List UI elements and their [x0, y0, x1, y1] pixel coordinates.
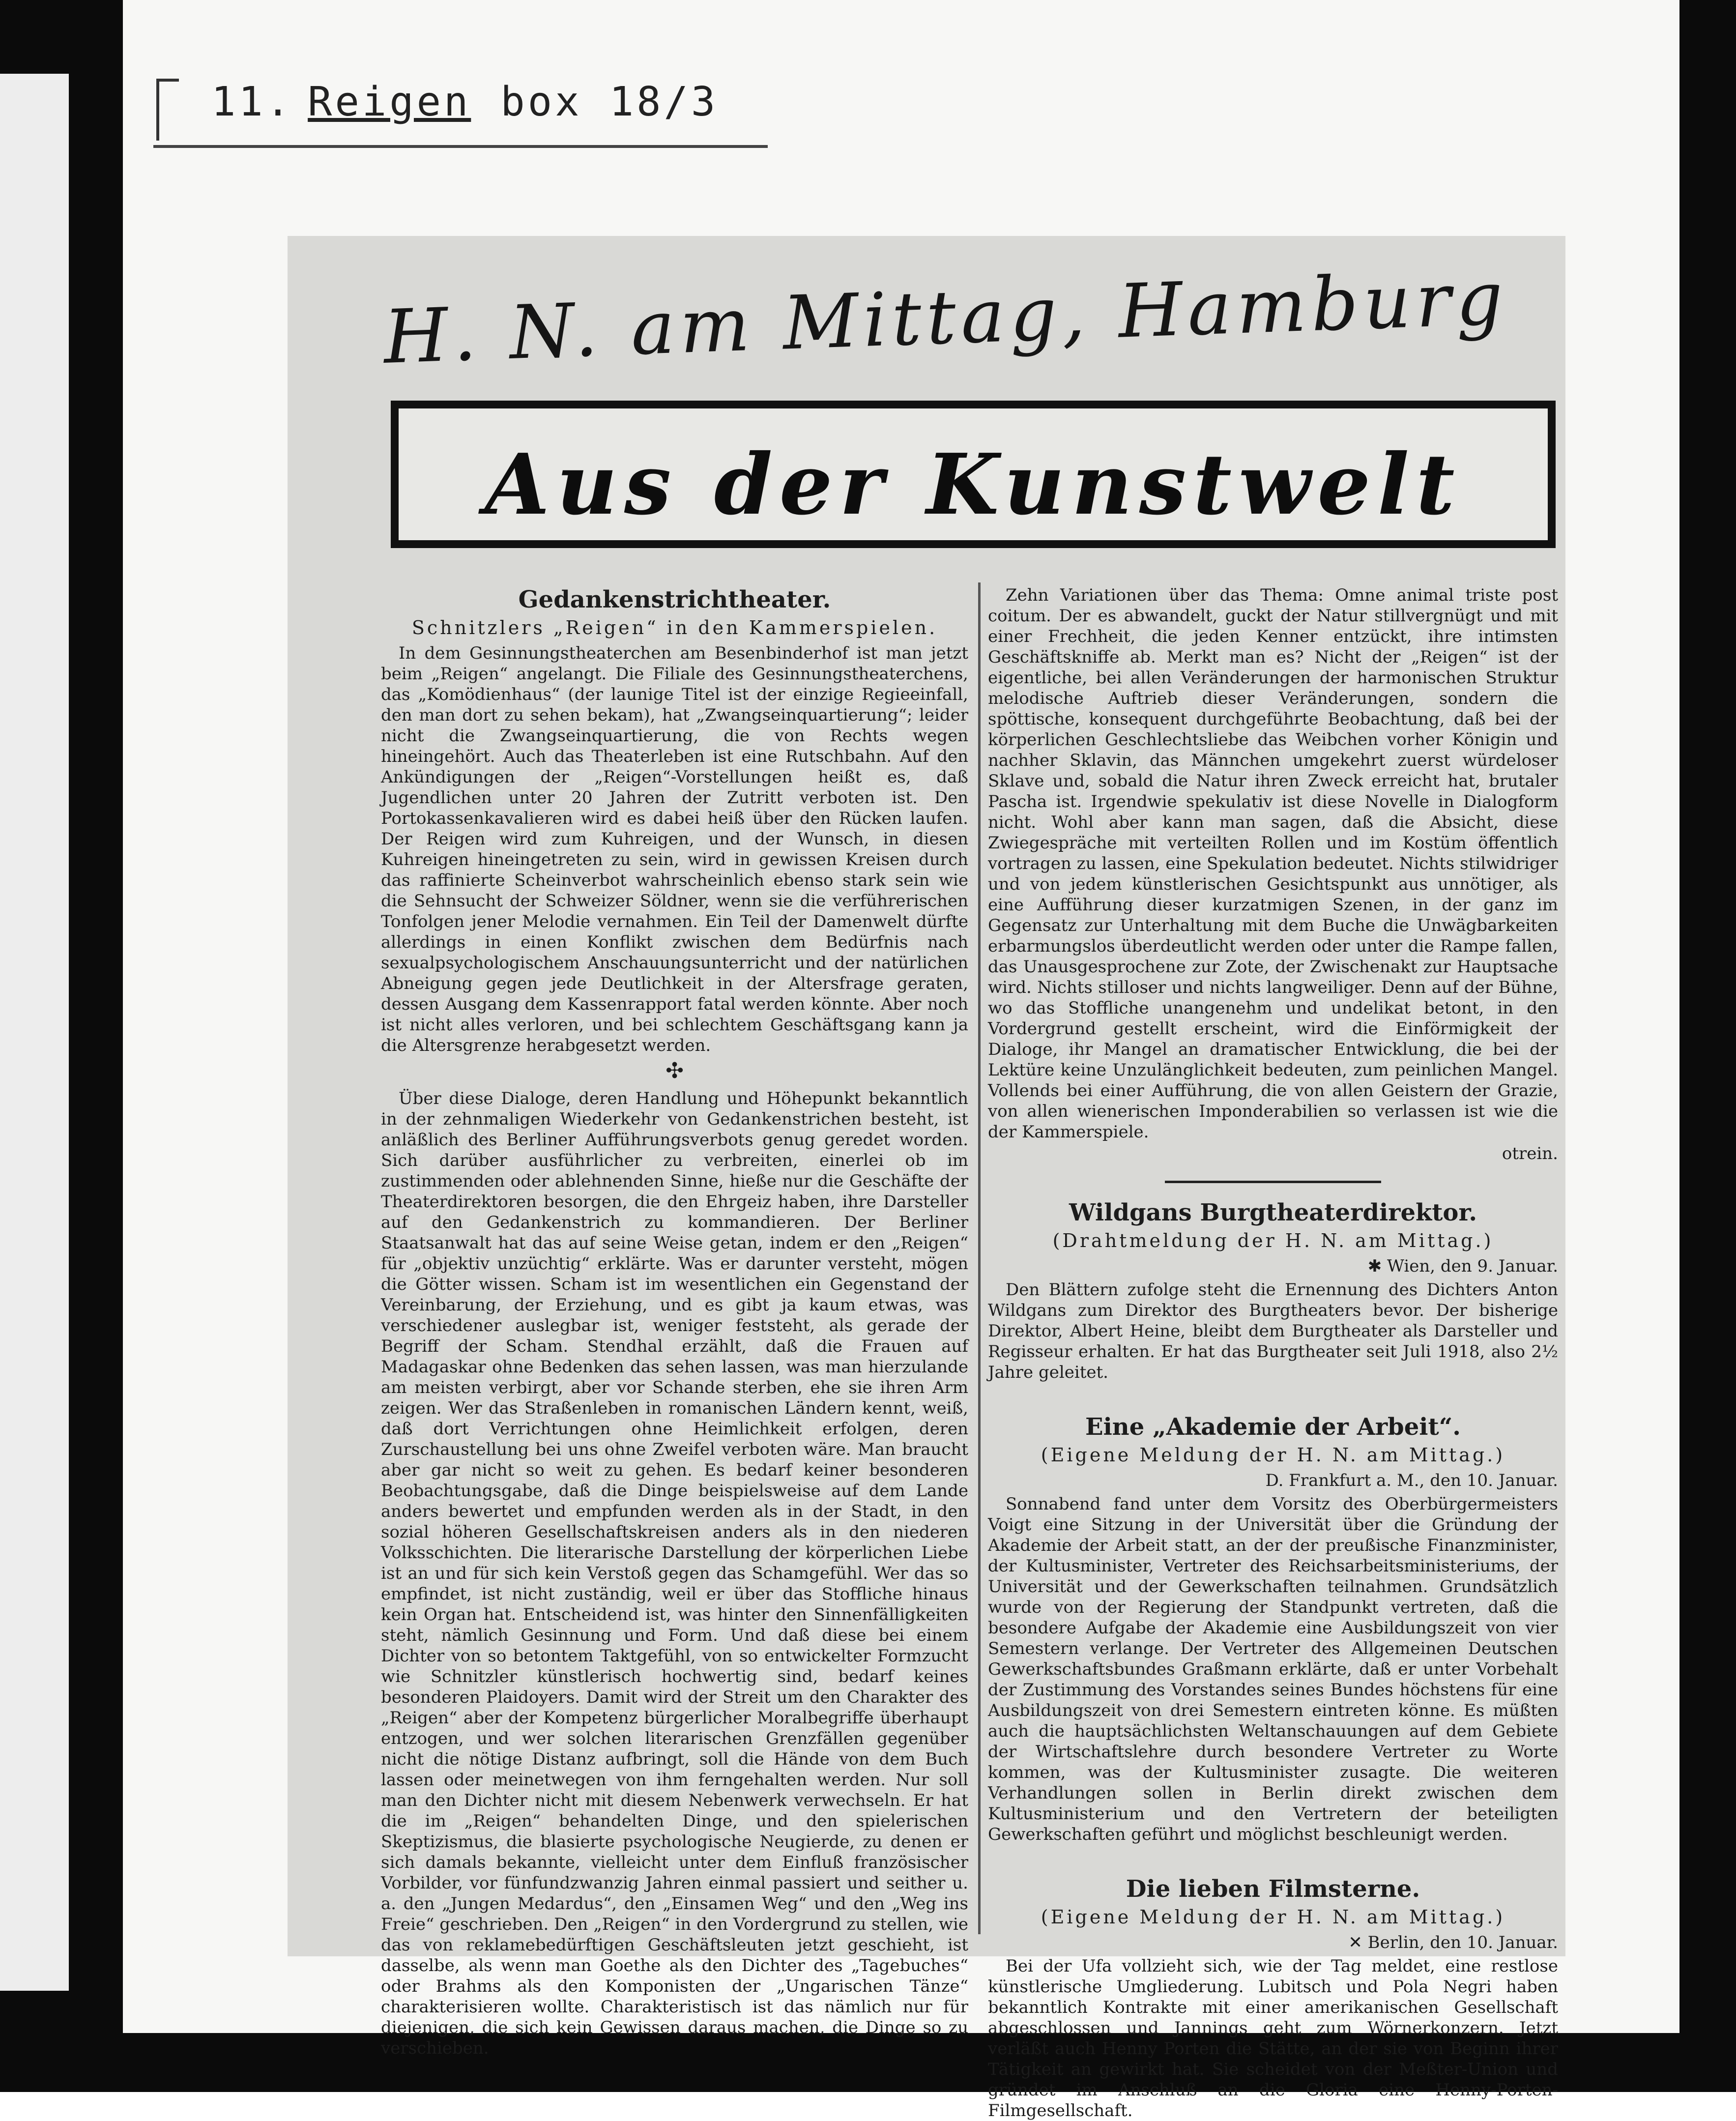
- headline-akademie: Eine „Akademie der Arbeit“.: [1085, 1413, 1461, 1441]
- label-underline: [153, 145, 768, 148]
- article-paragraph: Zehn Variationen über das Thema: Omne animal triste post coitum. Der es abwandelt, guckt der Natur stillvergnügt und mit einer Frechheit, die jeden Kenner entzückt, ihre intimsten Geschäftskniffe ab. Merkt man es? Nicht der „Reigen“ ist der eigentliche, bei allen Veränderungen der harmonischen Struktur melodische Auftrieb dieser Veränderungen, sondern die spöttische, konsequent durchgeführte Beobachtung, daß bei der körperlichen Geschlechtsliebe das Weibchen vorher Königin und nachher Sklavin, das Männchen umgekehrt zuerst würdeloser Sklave und, sobald die Natur ihren Zweck erreicht hat, brutaler Pascha ist. Irgendwie spekulativ ist diese Novelle in Dialogform nicht. Wohl aber kann man sagen, daß die Absicht, diese Zwiegespräche mit verteilten Rollen und im Kostüm öffentlich vortragen zu lassen, eine Spekulation bedeutet. Nichts stilwidriger und von jedem künstlerischen Gesichtspunkt aus unnötiger, als eine Aufführung dieser kurzatmigen Szenen, in der ganz im Gegensatz zur Unterhaltung mit dem Buche die Unwägbarkeiten erbarmungslos überdeutlicht werden oder unter die Rampe fallen, das Unausgesprochene zur Zote, der Zwischenakt zur Hauptsache wird. Nichts stilloser und nichts langweiliger. Denn auf der Bühne, wo das Stoffliche unangenehm und undelikat betont, in den Vordergrund gestellt erscheint, wird die Einförmigkeit der Dialoge, ihr Mangel an dramatischer Entwicklung, die bei der Lektüre keine Unzulänglichkeit bedeuten, zum peinlichen Mangel. Vollends bei einer Aufführung, die von allen Geistern der Grazie, von allen wienerischen Imponderabilien so verlassen ist wie die der Kammerspiele.: [988, 585, 1558, 1142]
- left-column: [381, 585, 968, 2059]
- subhead-gedankenstrich: Schnitzlers „Reigen“ in den Kammerspielen.: [411, 617, 938, 639]
- separator-cross: ✣: [665, 1058, 684, 1083]
- archive-box: box 18/3: [500, 79, 719, 125]
- spacer: [988, 1845, 1558, 1874]
- handwritten-source-note: H. N. am Mittag, Hamburg: [382, 256, 1509, 380]
- adjacent-page-edge: [0, 74, 69, 1991]
- section-heading-box: [391, 401, 1556, 548]
- headline-filmsterne: Die lieben Filmsterne.: [1126, 1875, 1420, 1903]
- right-column: [988, 585, 1558, 2121]
- dateline-filmsterne: ✕ Berlin, den 10. Januar.: [1348, 1933, 1558, 1952]
- archive-number: 11.: [211, 79, 293, 125]
- article-divider: [1165, 1181, 1381, 1183]
- section-heading: Aus der Kunstwelt: [485, 436, 1462, 534]
- article-paragraph: Über diese Dialoge, deren Handlung und Höhepunkt bekanntlich in der zehnmaligen Wiederkehr von Gedankenstrichen besteht, ist anläßlich des Berliner Aufführungsverbots genug geredet worden. Sich darüber ausführlicher zu verbreiten, einerlei ob im zustimmenden oder ablehnenden Sinne, hieße nur die Geschäfte der Theaterdirektoren besorgen, die den Ehrgeiz haben, ihre Darsteller auf den Gedankenstrich zu kommandieren. Der Berliner Staatsanwalt hat das auf seine Weise getan, indem er den „Reigen“ für „objektiv unzüchtig“ erklärte. Was er darunter versteht, mögen die Götter wissen. Scham ist im wesentlichen ein Gegenstand der Vereinbarung, der Erziehung, und es gibt ja kaum etwas, was verschiedener auslegbar ist, weniger feststeht, als gerade der Begriff der Scham. Stendhal erzählt, daß die Frauen auf Madagaskar ohne Bedenken das sehen lassen, was man hierzulande am meisten verbirgt, aber vor Schande sterben, ehe sie ihren Arm zeigen. Wer das Straßenleben in romanischen Ländern kennt, weiß, daß dort Verrichtungen ohne Heimlichkeit erfolgen, deren Zurschaustellung bei uns ohne Zweifel verboten wäre. Man braucht aber gar nicht so weit zu gehen. Es bedarf keiner besonderen Beobachtungsgabe, daß die Dinge beispielsweise auf dem Lande anders bewertet und empfunden werden als in der Stadt, in den sozial höheren Gesellschaftskreisen anders als in den niederen Volksschichten. Die literarische Darstellung der körperlichen Liebe ist an und für sich kein Verstoß gegen das Schamgefühl. Wer das so empfindet, ist nicht zuständig, weil er über das Stoffliche hinaus kein Organ hat. Entscheidend ist, was hinter den Sinnenfälligkeiten steht, nämlich Gesinnung und Form. Und daß diese bei einem Dichter von so betontem Taktgefühl, von so entwickelter Formzucht wie Schnitzler künstlerisch hochwertig sind, bedarf keines besonderen Plaidoyers. Damit wird der Streit um den Charakter des „Reigen“ aber der Kompetenz bürgerlicher Moralbegriffe überhaupt entzogen, und wer solchen literarischen Grenzfällen gegenüber nicht die nötige Distanz aufbringt, soll die Hände von dem Buch lassen oder meinetwegen von ihm ferngehalten werden. Nur soll man den Dichter nicht mit diesem Nebenwerk verwechseln. Er hat die im „Reigen“ behandelten Dinge, und den spielerischen Skeptizismus, die blasierte psychologische Neugierde, zu denen er sich damals bekannte, vielleicht unter dem Einfluß französischer Vorbilder, vor fünfundzwanzig Jahren einmal passiert und seither u. a. den „Jungen Medardus“, den „Einsamen Weg“ und den „Weg ins Freie“ geschrieben. Den „Reigen“ in den Vordergrund zu stellen, wie das von reklamebedürftigen Geschäftsleuten jetzt geschieht, ist dasselbe, als wenn man Goethe als den Dichter des „Tagebuches“ oder Brahms als den Komponisten der „Ungarischen Tänze“ charakterisieren wollte. Charakteristisch ist das nämlich nur für diejenigen, die sich kein Gewissen daraus machen, die Dinge so zu verschieben.: [381, 1089, 968, 2058]
- scan-border-right: [1679, 0, 1736, 2092]
- article-author: otrein.: [1502, 1144, 1558, 1163]
- dateline-wildgans: ✱ Wien, den 9. Januar.: [1367, 1256, 1558, 1276]
- corner-mark: [156, 79, 179, 141]
- archive-title: Reigen: [308, 79, 471, 125]
- dateline-akademie: D. Frankfurt a. M., den 10. Januar.: [1265, 1471, 1558, 1490]
- article-paragraph: Bei der Ufa vollzieht sich, wie der Tag meldet, eine restlose künstlerische Umgliederung. Lubitsch und Pola Negri haben bekanntlich Kontrakte mit einer amerikanischen Gesellschaft abgeschlossen und Jannings geht zum Wörnerkonzern. Jetzt verläßt auch Henny Porten die Stätte, an der sie von Beginn ihrer Tätigkeit an gewirkt hat. Sie scheidet von der Meßter-Union und gründet im Anschluß an die Gloria eine Henny-Porten-Filmgesellschaft.: [988, 1956, 1558, 2121]
- subhead-akademie: (Eigene Meldung der H. N. am Mittag.): [1041, 1444, 1505, 1466]
- article-paragraph: Den Blättern zufolge steht die Ernennung des Dichters Anton Wildgans zum Direktor des Burgtheaters bevor. Der bisherige Direktor, Albert Heine, bleibt dem Burgtheater als Darsteller und Regisseur erhalten. Er hat das Burgtheater seit Juli 1918, also 2½ Jahre geleitet.: [988, 1280, 1558, 1382]
- subhead-wildgans: (Drahtmeldung der H. N. am Mittag.): [1052, 1230, 1494, 1251]
- column-rule: [978, 582, 981, 1934]
- headline-wildgans: Wildgans Burgtheaterdirektor.: [1069, 1199, 1477, 1226]
- article-paragraph: Sonnabend fand unter dem Vorsitz des Oberbürgermeisters Voigt eine Sitzung in der Universität über die Gründung der Akademie der Arbeit statt, an der der preußische Finanzminister, der Kultusminister, Vertreter des Reichsarbeitsministeriums, der Universität und der Gewerkschaften teilnahmen. Grundsätzlich wurde von der Regierung der Standpunkt vertreten, daß die besondere Aufgabe der Akademie eine Ausbildungszeit von vier Semestern verlange. Der Vertreter des Allgemeinen Deutschen Gewerkschaftsbundes Graßmann erklärte, daß er unter Vorbehalt der Zustimmung des Vorstandes seines Bundes höchstens für eine Ausbildungszeit von drei Semestern eintreten könne. Es müßten auch die hauptsächlichsten Weltanschauungen auf dem Gebiete der Wirtschaftslehre durch besondere Vertreter zu Worte kommen, was der Kultusminister zusagte. Die weiteren Verhandlungen sollen in Berlin direkt zwischen dem Kultusministerium und den Vertretern der beteiligten Gewerkschaften geführt und möglichst beschleunigt werden.: [988, 1494, 1558, 1844]
- subhead-filmsterne: (Eigene Meldung der H. N. am Mittag.): [1041, 1906, 1505, 1928]
- spacer: [988, 1383, 1558, 1412]
- headline-gedankenstrich: Gedankenstrichtheater.: [518, 586, 831, 613]
- article-paragraph: In dem Gesinnungstheaterchen am Besenbinderhof ist man jetzt beim „Reigen“ angelangt. Die Filiale des Gesinnungstheaterchens, das „Komödienhaus“ (der launige Titel ist der einzige Regieeinfall, den man dort zu sehen bekam), hat „Zwangseinquartierung“; leider nicht die Zwangseinquartierung, die von Rechts wegen hineingehört. Auch das Theaterleben ist eine Rutschbahn. Auf den Ankündigungen der „Reigen“-Vorstellungen heißt es, daß Jugendlichen unter 20 Jahren der Zutritt verboten ist. Den Portokassenkavalieren wird es dabei heiß über den Rücken laufen. Der Reigen wird zum Kuhreigen, und der Wunsch, in diesen Kuhreigen hineingetreten zu sein, wird in gewissen Kreisen durch das raffinierte Scheinverbot wahrscheinlich ebenso stark sein wie die Sehnsucht der Schweizer Söldner, wenn sie die verführerischen Tonfolgen jener Melodie vernahmen. Ein Teil der Damenwelt dürfte allerdings in einen Konflikt zwischen dem Bedürfnis nach sexualpsychologischem Anschauungsunterricht und der natürlichen Abneigung gegen jede Deutlichkeit in der Altersfrage geraten, dessen Ausgang dem Kassenrapport fatal werden könnte. Aber noch ist nicht alles verloren, und bei schlechtem Geschäftsgang kann ja die Altersgrenze herabgesetzt werden.: [381, 643, 968, 1055]
- archive-label: [211, 79, 718, 125]
